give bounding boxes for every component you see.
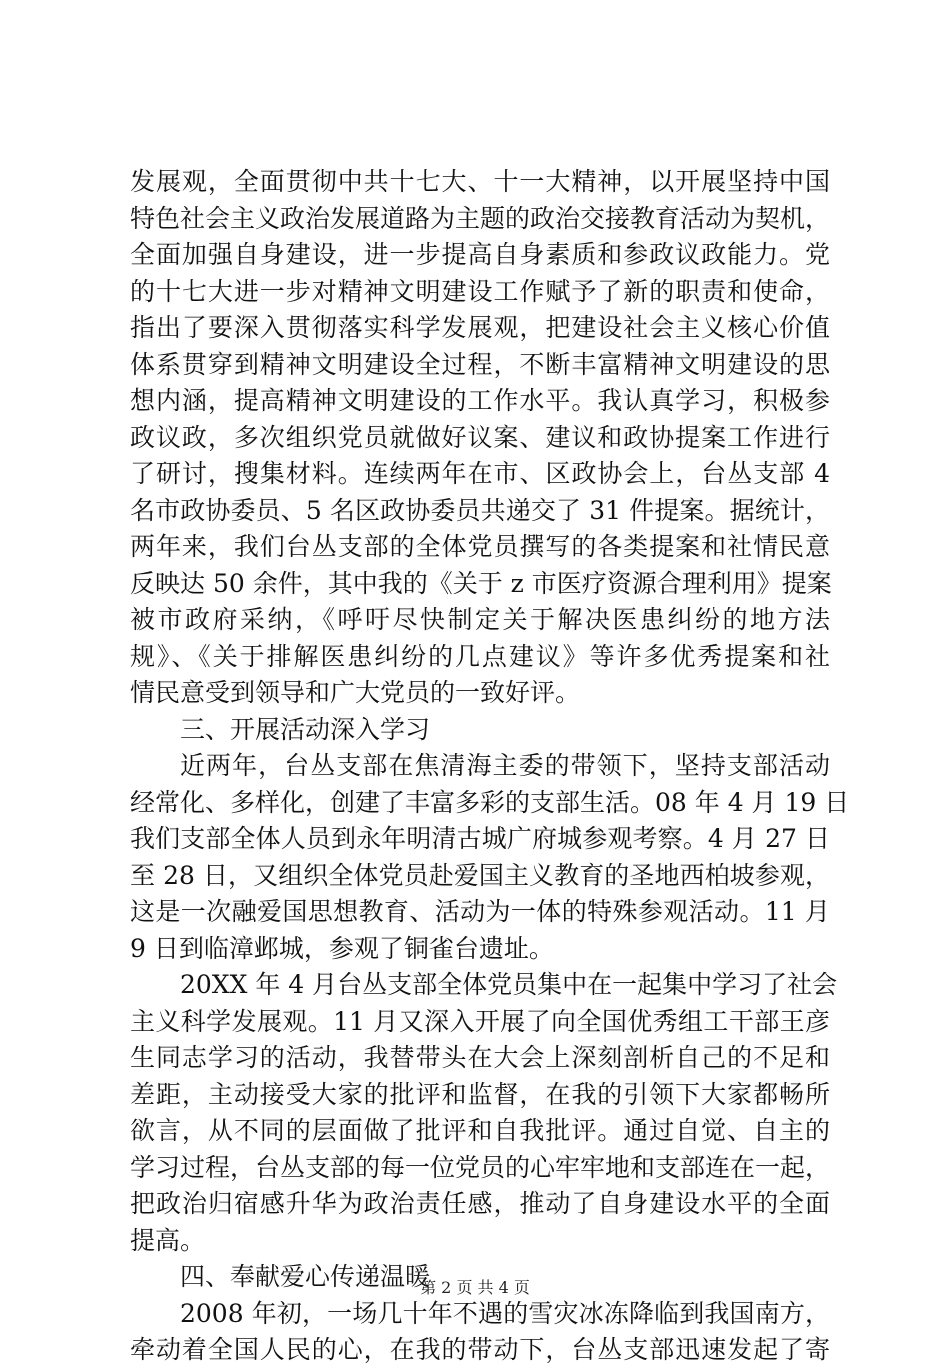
text-line: 四、奉献爱心传递温暖 [180, 1262, 431, 1291]
text-line: 近两年，台丛支部在焦清海主委的带领下，坚持支部活动 [180, 751, 830, 780]
text-line: 体系贯穿到精神文明建设全过程，不断丰富精神文明建设的思 [130, 349, 830, 379]
text-line: 经常化、多样化，创建了丰富多彩的支部生活。08 年 4 月 19 日 [130, 787, 850, 817]
text-line: 名市政协委员、5 名区政协委员共递交了 31 件提案。据统计， [130, 495, 830, 525]
text-line: 欲言，从不同的层面做了批评和自我批评。通过自觉、自主的 [130, 1116, 830, 1145]
text-line: 把政治归宿感升华为政治责任感，推动了自身建设水平的全面 [130, 1189, 830, 1218]
document-body [130, 164, 850, 1369]
text-line: 三、开展活动深入学习 [180, 714, 431, 744]
text-line: 两年来，我们台丛支部的全体党员撰写的各类提案和社情民意 [130, 532, 830, 561]
text-line: 规》、《关于排解医患纠纷的几点建议》等许多优秀提案和社 [130, 641, 830, 671]
text-line: 这是一次融爱国思想教育、活动为一体的特殊参观活动。11 月 [130, 897, 830, 926]
text-line: 学习过程，台丛支部的每一位党员的心牢牢地和支部连在一起， [130, 1152, 831, 1182]
text-line: 被市政府采纳，《呼吁尽快制定关于解决医患纠纷的地方法 [130, 605, 830, 634]
text-line: 反映达 50 余件，其中我的《关于 z 市医疗资源合理利用》提案 [130, 568, 832, 598]
text-line: 牵动着全国人民的心，在我的带动下，台丛支部迅速发起了寄 [130, 1335, 830, 1364]
text-line: 情民意受到领导和广大党员的一致好评。 [130, 678, 581, 707]
text-line: 指出了要深入贯彻落实科学发展观，把建设社会主义核心价值 [130, 313, 830, 342]
text-line: 至 28 日，又组织全体党员赴爱国主义教育的圣地西柏坡参观， [130, 860, 830, 890]
text-line: 9 日到临漳邺城，参观了铜雀台遗址。 [130, 933, 554, 963]
text-line: 20XX 年 4 月台丛支部全体党员集中在一起集中学习了社会 [180, 970, 838, 999]
text-line: 发展观，全面贯彻中共十七大、十一大精神，以开展坚持中国 [130, 167, 830, 196]
text-line: 全面加强自身建设，进一步提高自身素质和参政议政能力。党 [130, 240, 830, 269]
text-line: 特色社会主义政治发展道路为主题的政治交接教育活动为契机， [130, 203, 831, 233]
text-line: 差距，主动接受大家的批评和监督，在我的引领下大家都畅所 [130, 1079, 830, 1109]
text-line: 想内涵，提高精神文明建设的工作水平。我认真学习，积极参 [130, 386, 830, 415]
text-line: 的十七大进一步对精神文明建设工作赋予了新的职责和使命， [130, 276, 830, 306]
text-line: 生同志学习的活动，我替带头在大会上深刻剖析自己的不足和 [130, 1043, 830, 1072]
text-line: 我们支部全体人员到永年明清古城广府城参观考察。4 月 27 日 [130, 824, 830, 853]
page-footer: 第 2 页 共 4 页 [420, 1278, 530, 1297]
text-line: 了研讨，搜集材料。连续两年在市、区政协会上，台丛支部 4 [130, 459, 830, 488]
text-line: 2008 年初，一场几十年不遇的雪灾冰冻降临到我国南方， [180, 1298, 830, 1328]
text-line: 主义科学发展观。11 月又深入开展了向全国优秀组工干部王彦 [130, 1006, 830, 1036]
text-line: 政议政，多次组织党员就做好议案、建议和政协提案工作进行 [130, 422, 830, 452]
text-line: 提高。 [130, 1225, 206, 1255]
